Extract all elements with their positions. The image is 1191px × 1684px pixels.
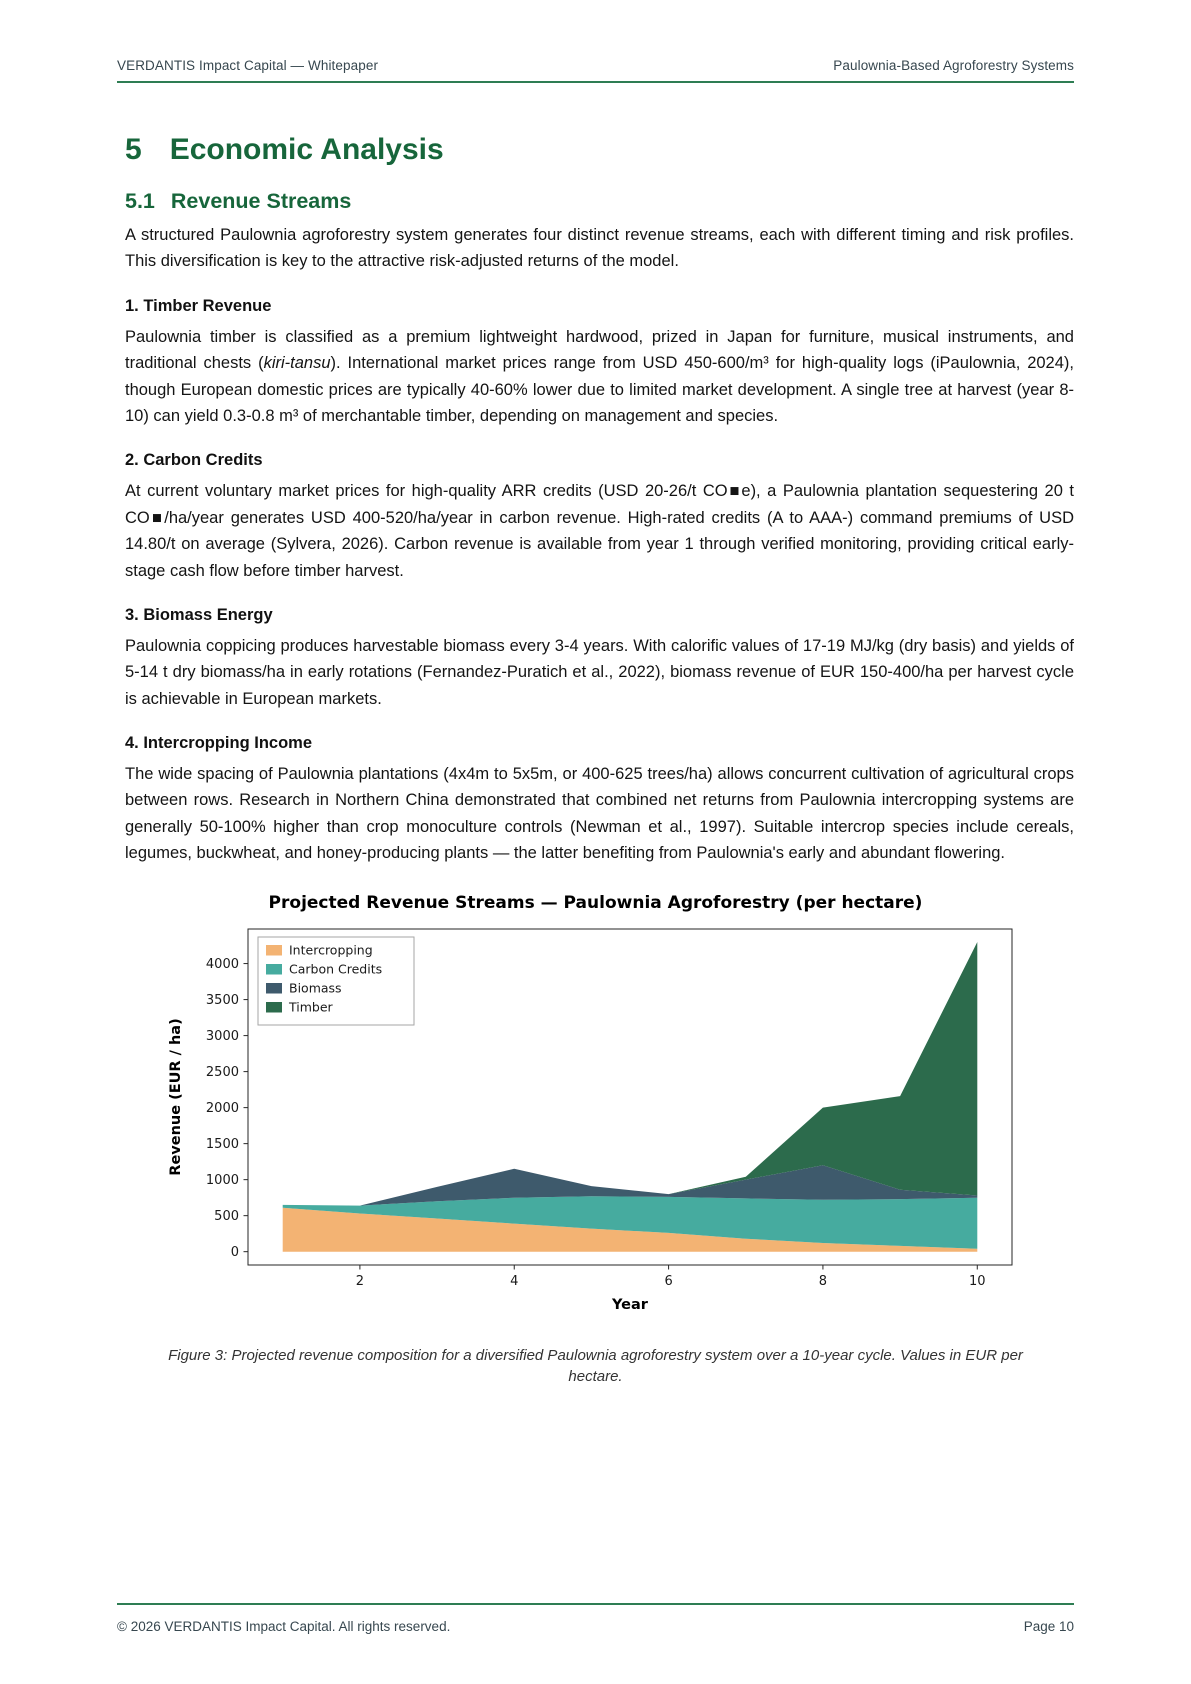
footer-copyright: © 2026 VERDANTIS Impact Capital. All rights reserved. [117, 1619, 451, 1634]
stream-heading-intercropping: 4. Intercropping Income [125, 734, 313, 753]
legend-swatch-timber [266, 1002, 282, 1013]
legend-swatch-intercropping [266, 945, 282, 956]
subsection-number: 5.1 [125, 189, 155, 213]
subsection-title [125, 189, 1074, 214]
stream-heading-timber: 1. Timber Revenue [125, 296, 272, 315]
footer-rule [117, 1603, 1074, 1605]
y-tick-label: 500 [213, 1208, 239, 1224]
chart-title: Projected Revenue Streams — Paulownia Agroforestry (per hectare) [268, 892, 923, 913]
y-tick-label: 2000 [205, 1100, 239, 1116]
x-tick-label: 10 [968, 1273, 986, 1289]
y-tick-label: 3000 [205, 1028, 239, 1044]
intro-paragraph: A structured Paulownia agroforestry system generates four distinct revenue streams, each with different timing and risk profiles. This diversification is key to the attractive risk-adjusted returns of the model. [125, 226, 1074, 271]
legend-label: Timber [288, 999, 333, 1015]
figure-3 [117, 893, 1074, 1389]
section-number: 5 [125, 133, 142, 166]
x-tick-label: 8 [818, 1273, 827, 1289]
y-tick-label: 2500 [205, 1064, 239, 1080]
document-footer [117, 1595, 1074, 1634]
legend-swatch-carbon-credits [266, 964, 282, 975]
y-tick-label: 1500 [205, 1136, 239, 1152]
stream-paragraph-timber [125, 324, 1074, 430]
timber-text-italic: kiri-tansu [263, 354, 331, 373]
header-left-text: VERDANTIS Impact Capital — Whitepaper [117, 58, 379, 73]
timber-text-pre: Paulownia timber is classified as a premium lightweight hardwood, prized in Japan for furniture, musical instruments, and traditional chests ( [125, 327, 1074, 373]
section-title-text: Economic Analysis [169, 133, 444, 166]
subsection-title-text: Revenue Streams [170, 189, 352, 213]
legend-label: Intercropping [288, 942, 373, 958]
legend-label: Carbon Credits [288, 961, 382, 977]
x-tick-label: 4 [509, 1273, 518, 1289]
section-title [125, 133, 1074, 167]
y-tick-label: 1000 [205, 1172, 239, 1188]
page-body [117, 83, 1074, 1388]
stream-heading-biomass: 3. Biomass Energy [125, 605, 273, 624]
stream-paragraph-carbon: At current voluntary market prices for high-quality ARR credits (USD 20-26/t CO■e), a Paulownia plantation sequestering 20 t CO■/ha/year generates USD 400-520/ha/year in carbon revenue. High-rated credits (A to AAA-) command premiums of USD 14.80/t on average (Sylvera, 2026). Carbon revenue is available from year 1 through verified monitoring, providing critical early-stage cash flow before timber harvest. [125, 482, 1074, 580]
stream-paragraph-intercropping: The wide spacing of Paulownia plantations (4x4m to 5x5m, or 400-625 trees/ha) allows concurrent cultivation of agricultural crops between rows. Research in Northern China demonstrated that combined net returns from Paulownia intercropping systems are generally 50-100% higher than crop monoculture controls (Newman et al., 1997). Suitable intercrop species include cereals, legumes, buckwheat, and honey-producing plants — the latter benefiting from Paulownia's early and abundant flowering. [125, 765, 1074, 863]
header-right-text: Paulownia-Based Agroforestry Systems [833, 58, 1074, 73]
y-tick-label: 4000 [205, 956, 239, 972]
revenue-streams-chart [156, 917, 1036, 1329]
document-header [117, 58, 1074, 73]
y-tick-label: 0 [230, 1244, 239, 1260]
x-tick-label: 2 [355, 1273, 364, 1289]
figure-caption: Figure 3: Projected revenue composition for a diversified Paulownia agroforestry system over a 10-year cycle. Values in EUR per hectare. [168, 1346, 1023, 1386]
y-axis-label: Revenue (EUR / ha) [167, 1017, 184, 1176]
timber-text-post: ). International market prices range from USD 450-600/m³ for high-quality logs (iPaulownia, 2024), though European domestic prices are typically 40-60% lower due to limited market development. A single tree at harvest (year 8-10) can yield 0.3-0.8 m³ of merchantable timber, depending on management and species. [125, 354, 1074, 425]
x-axis-label: Year [611, 1296, 648, 1313]
y-tick-label: 3500 [205, 992, 239, 1008]
stream-paragraph-biomass: Paulownia coppicing produces harvestable biomass every 3-4 years. With calorific values of 17-19 MJ/kg (dry basis) and yields of 5-14 t dry biomass/ha in early rotations (Fernandez-Puratich et al., 2022), biomass revenue of EUR 150-400/ha per harvest cycle is achievable in European markets. [125, 636, 1074, 708]
legend-label: Biomass [288, 980, 342, 996]
footer-page-number: Page 10 [1023, 1619, 1074, 1634]
legend-swatch-biomass [266, 983, 282, 994]
stream-heading-carbon: 2. Carbon Credits [125, 451, 263, 470]
x-tick-label: 6 [663, 1273, 673, 1289]
